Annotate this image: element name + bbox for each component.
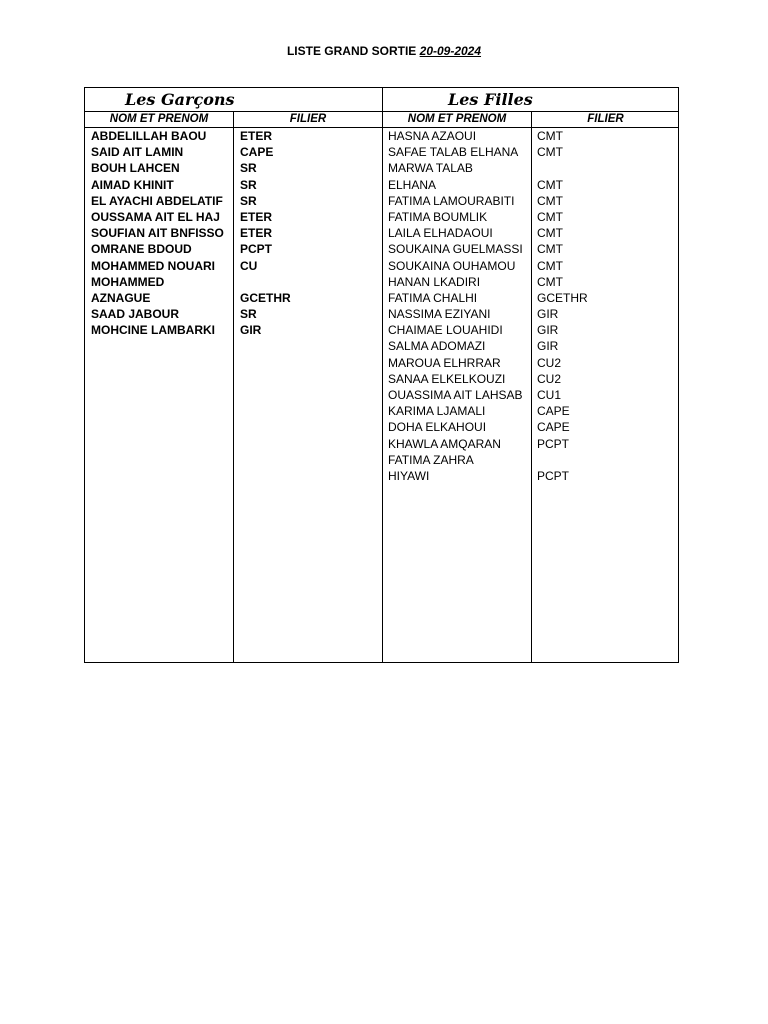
table-row xyxy=(388,371,678,387)
table-row xyxy=(388,274,678,290)
table-row xyxy=(388,355,678,371)
girls-filier-header: FILIER xyxy=(587,113,624,125)
student-filier: CU xyxy=(240,258,258,273)
girls-list xyxy=(388,128,678,484)
student-name: ABDELILLAH BAOU xyxy=(91,129,207,143)
table-row xyxy=(91,177,381,193)
student-name: FATIMA ZAHRA xyxy=(388,452,474,467)
table-row xyxy=(388,241,678,257)
table-row xyxy=(388,338,678,354)
student-name: KHAWLA AMQARAN xyxy=(388,436,501,451)
student-filier: CMT xyxy=(537,129,563,143)
student-name: MAROUA ELHRRAR xyxy=(388,355,501,370)
student-filier: ETER xyxy=(240,226,273,241)
student-filier: PCPT xyxy=(240,242,273,257)
table-row xyxy=(91,225,381,241)
table-row xyxy=(388,160,678,176)
list-table xyxy=(84,87,679,663)
student-filier: CMT xyxy=(537,226,563,241)
boys-name-header: NOM ET PRENOM xyxy=(109,113,209,125)
student-name: OMRANE BDOUD xyxy=(91,242,192,257)
student-filier: CMT xyxy=(537,145,563,160)
section-divider xyxy=(382,88,383,662)
student-name: SOUKAINA GUELMASSI xyxy=(388,242,523,257)
student-name: SOUKAINA OUHAMOU xyxy=(388,258,516,273)
student-name: CHAIMAE LOUAHIDI xyxy=(388,323,503,338)
title-text: LISTE GRAND SORTIE xyxy=(286,44,420,58)
table-row xyxy=(388,258,678,274)
student-filier: GIR xyxy=(537,307,559,322)
student-filier: GIR xyxy=(240,323,262,338)
table-row xyxy=(388,290,678,306)
student-filier: GIR xyxy=(537,339,559,354)
student-name: SANAA ELKELKOUZI xyxy=(388,371,506,386)
table-row xyxy=(91,258,381,274)
student-name: DOHA ELKAHOUI xyxy=(388,420,487,435)
table-row xyxy=(388,193,678,209)
boys-filier-header: FILIER xyxy=(289,113,327,125)
student-name: SAID AIT LAMIN xyxy=(91,145,184,160)
student-name: FATIMA LAMOURABITI xyxy=(388,193,515,208)
student-filier: GCETHR xyxy=(240,290,291,305)
student-name: SAAD JABOUR xyxy=(91,307,180,322)
table-row xyxy=(388,403,678,419)
boys-list xyxy=(91,128,381,338)
student-filier: CAPE xyxy=(537,404,570,419)
student-filier: GIR xyxy=(537,323,559,338)
student-filier: CAPE xyxy=(240,145,274,160)
student-name: HASNA AZAOUI xyxy=(388,129,477,143)
table-row xyxy=(388,128,678,144)
student-name: OUASSIMA AIT LAHSAB xyxy=(388,388,523,402)
table-row xyxy=(91,306,381,322)
table-row xyxy=(388,419,678,435)
boys-heading: Les Garçons xyxy=(125,90,235,109)
student-name: AZNAGUE xyxy=(91,290,151,305)
student-filier: SR xyxy=(240,193,257,208)
student-name: KARIMA LJAMALI xyxy=(388,404,486,419)
student-filier: SR xyxy=(240,161,257,176)
student-name: AIMAD KHINIT xyxy=(91,177,174,192)
table-row xyxy=(388,452,678,468)
student-filier: CAPE xyxy=(537,420,570,435)
student-filier: CMT xyxy=(537,177,563,192)
table-row xyxy=(388,144,678,160)
student-filier: CU2 xyxy=(537,371,562,386)
student-name: SALMA ADOMAZI xyxy=(388,339,486,354)
table-row xyxy=(388,177,678,193)
student-filier: CMT xyxy=(537,209,563,224)
table-row xyxy=(91,160,381,176)
student-name: OUSSAMA AIT EL HAJ xyxy=(91,209,220,224)
student-filier: PCPT xyxy=(537,468,570,483)
table-row xyxy=(91,128,381,144)
student-filier: CMT xyxy=(537,193,563,208)
table-row xyxy=(91,274,381,290)
student-name: ELHANA xyxy=(388,177,437,192)
student-name: NASSIMA EZIYANI xyxy=(388,307,491,322)
student-filier: CMT xyxy=(537,258,563,273)
table-row xyxy=(91,209,381,225)
table-row xyxy=(91,322,381,338)
girls-heading: Les Filles xyxy=(448,90,533,109)
student-filier: CU2 xyxy=(537,355,562,370)
table-row xyxy=(91,241,381,257)
student-name: MOHCINE LAMBARKI xyxy=(91,323,215,338)
table-row xyxy=(388,322,678,338)
table-row xyxy=(388,436,678,452)
student-name: BOUH LAHCEN xyxy=(91,161,180,176)
student-name: HANAN LKADIRI xyxy=(388,274,481,289)
title-date: 20-09-2024 xyxy=(419,44,482,58)
student-name: EL AYACHI ABDELATIF xyxy=(91,193,223,208)
document-title xyxy=(0,44,768,58)
student-name: FATIMA BOUMLIK xyxy=(388,209,488,224)
student-filier: ETER xyxy=(240,209,273,224)
student-filier: ETER xyxy=(240,129,273,143)
student-name: MOHAMMED NOUARI xyxy=(91,258,215,273)
student-name: SAFAE TALAB ELHANA xyxy=(388,145,519,160)
student-name: SOUFIAN AIT BNFISSO xyxy=(91,226,224,241)
student-filier: SR xyxy=(240,307,257,322)
table-row xyxy=(388,225,678,241)
table-row xyxy=(388,387,678,403)
student-name: MARWA TALAB xyxy=(388,161,473,176)
student-name: FATIMA CHALHI xyxy=(388,290,478,305)
table-row xyxy=(388,209,678,225)
student-name: LAILA ELHADAOUI xyxy=(388,226,493,241)
student-name: HIYAWI xyxy=(388,468,430,483)
table-row xyxy=(91,144,381,160)
student-filier: CMT xyxy=(537,274,563,289)
table-row xyxy=(388,468,678,484)
student-filier: CMT xyxy=(537,242,563,257)
girls-name-header: NOM ET PRENOM xyxy=(407,113,507,125)
student-name: MOHAMMED xyxy=(91,274,165,289)
student-filier: SR xyxy=(240,177,257,192)
table-row xyxy=(91,290,381,306)
student-filier: PCPT xyxy=(537,436,570,451)
student-filier: GCETHR xyxy=(537,290,588,305)
table-row xyxy=(388,306,678,322)
table-row xyxy=(91,193,381,209)
student-filier: CU1 xyxy=(537,388,562,402)
